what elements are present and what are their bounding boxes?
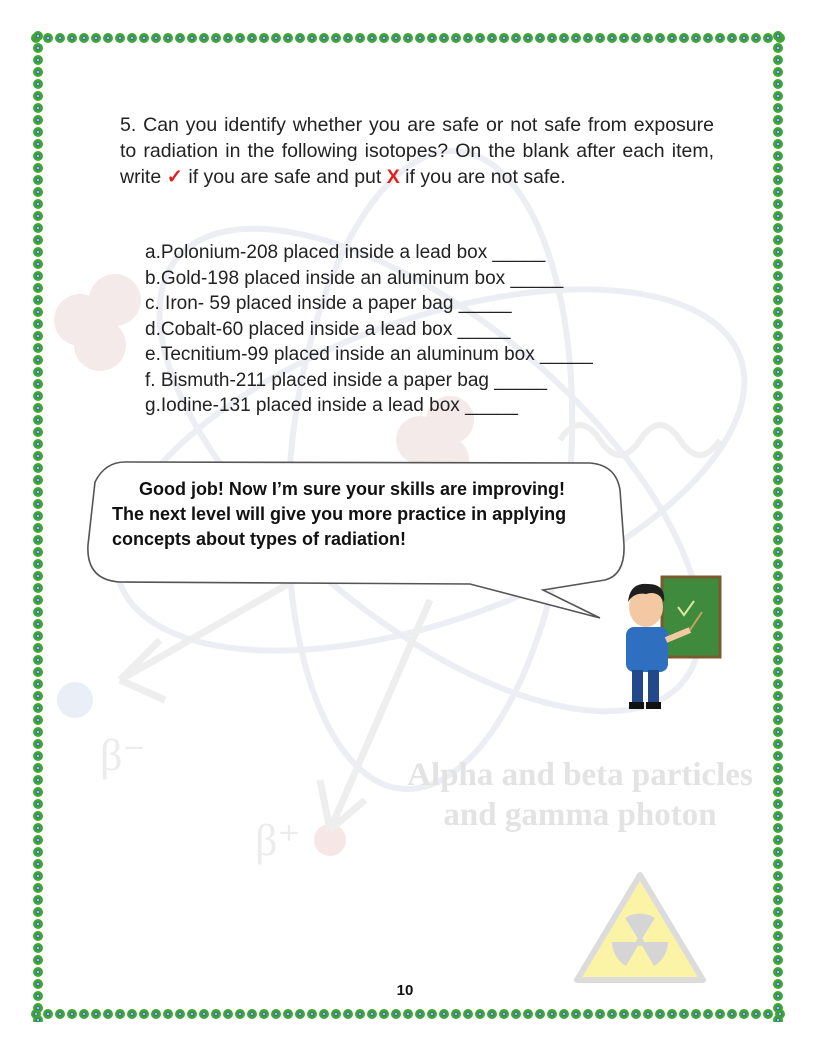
boy-teacher-illustration: [620, 572, 730, 712]
list-item-g: g.Iodine-131 placed inside a lead box _____: [145, 395, 518, 416]
page-number: 10: [396, 982, 414, 999]
x-mark-icon: X: [386, 166, 400, 188]
list-item-f: f. Bismuth-211 placed inside a paper bag _____: [145, 369, 548, 391]
watermark-caption-line2: and gamma photon: [443, 797, 717, 833]
list-item-a: a.Polonium-208 placed inside a lead box _____: [145, 242, 546, 263]
list-item-e: e.Tecnitium-99 placed inside an aluminum box _____: [145, 344, 593, 365]
list-item-d: d.Cobalt-60 placed inside a lead box _____: [145, 318, 511, 340]
beta-plus-label: β⁺: [255, 816, 301, 865]
question-part3: if you are not safe.: [399, 166, 566, 188]
question-part1: 5. Can you identify whether you are safe or not safe from exposure to radiation in the following isotopes? On the blank after each item, write: [120, 114, 714, 188]
list-item-b: b.Gold-198 placed inside an aluminum box _____: [145, 267, 564, 289]
bubble-line2: The next level will give you more practice in applying concepts about types of radiation!: [112, 504, 567, 549]
list-item-c: c. Iron- 59 placed inside a paper bag _____: [145, 293, 512, 314]
beta-minus-label: β⁻: [100, 731, 146, 780]
check-mark-icon: ✓: [166, 166, 183, 188]
watermark-caption-line1: Alpha and beta particles: [407, 757, 753, 793]
question-part2: if you are safe and put: [182, 166, 387, 188]
bubble-text: [112, 477, 582, 552]
bubble-line1: Good job! Now I’m sure your skills are improving!: [138, 479, 566, 499]
